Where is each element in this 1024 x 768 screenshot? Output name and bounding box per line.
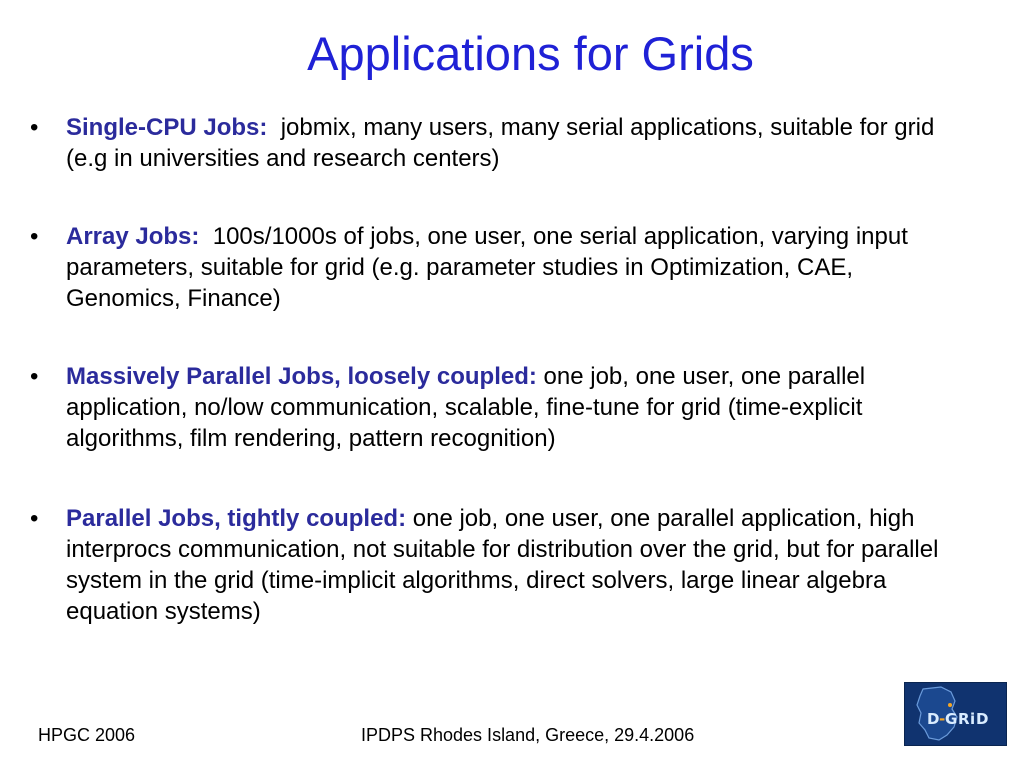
svg-text:D: D (927, 710, 940, 728)
footer-conference-label: HPGC 2006 (38, 725, 136, 745)
bullet-heading: Massively Parallel Jobs, loosely coupled: (66, 363, 537, 390)
svg-text:i: i (970, 710, 976, 728)
bullet-dot-icon: • (30, 114, 39, 141)
d-grid-logo (904, 682, 1007, 746)
svg-text:G: G (945, 710, 958, 728)
bullet-heading: Single-CPU Jobs: (66, 114, 268, 141)
svg-text:D: D (976, 710, 989, 728)
bullet-description: one job, one user, one parallel application, high interprocs communication, not suitable for distribution over the grid, but for parallel system in the grid (time-implicit algorithms, direct solvers, large linear algebra equation systems) (66, 505, 939, 625)
slide-title: Applications for Grids (307, 27, 754, 80)
bullet-description: jobmix, many users, many serial applications, suitable for grid (e.g in universities and research centers) (66, 114, 935, 172)
svg-text:-: - (939, 710, 946, 728)
bullet-body (66, 112, 971, 174)
footer-location-date: IPDPS Rhodes Island, Greece, 29.4.2006 (361, 725, 695, 745)
bullet-dot-icon: • (30, 223, 39, 250)
d-grid-logo-icon (905, 683, 1006, 745)
bullet-description: 100s/1000s of jobs, one user, one serial application, varying input parameters, suitable for grid (e.g. parameter studies in Optimization, CAE, Genomics, Finance) (66, 223, 908, 312)
bullet-heading: Array Jobs: (66, 223, 200, 250)
bullet-heading: Parallel Jobs, tightly coupled: (66, 505, 407, 532)
bullet-body (66, 361, 971, 454)
bullet-dot-icon: • (30, 505, 39, 532)
bullet-description: one job, one user, one parallel application, no/low communication, scalable, fine-tune for grid (time-explicit algorithms, film rendering, pattern recognition) (66, 363, 866, 452)
bullet-body (66, 221, 971, 314)
bullet-dot-icon: • (30, 363, 39, 390)
bullet-body (66, 503, 971, 627)
svg-text:R: R (958, 710, 970, 728)
